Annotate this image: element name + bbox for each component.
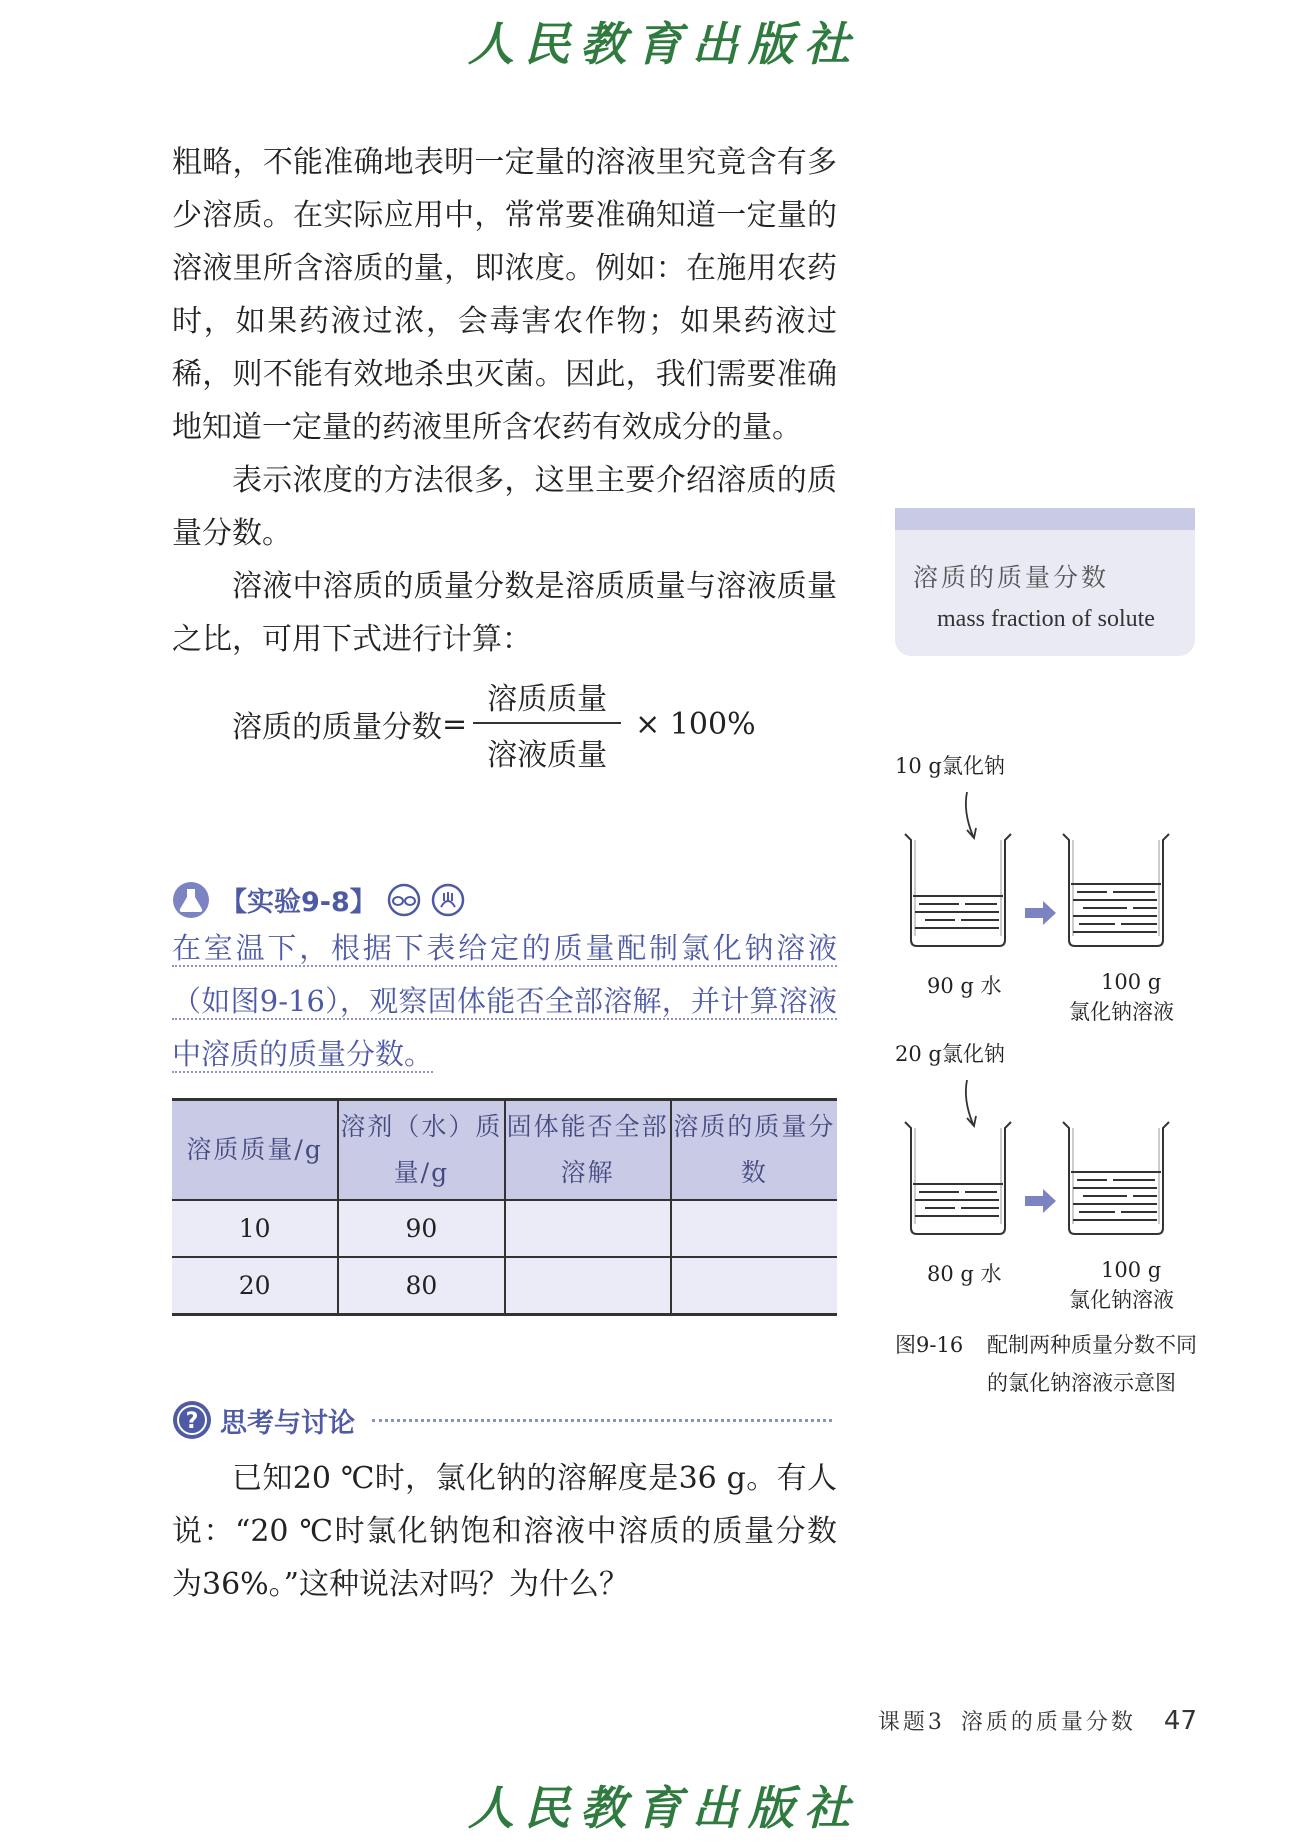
table-header-cell: 溶质质量/g: [172, 1100, 338, 1201]
discussion-title: 思考与讨论: [220, 1407, 355, 1439]
term-sidebox: [895, 508, 1195, 656]
term-chinese: 溶质的质量分数: [913, 563, 1110, 592]
table-cell: 90: [338, 1200, 504, 1257]
body-paragraph-1: 粗略，不能准确地表明一定量的溶液里究竟含有多少溶质。在实际应用中，常常要准确知道一定量的溶液里所含溶质的量，即浓度。例如：在施用农药时，如果药液过浓，会毒害农作物；如果药液过稀，则不能有效地杀虫灭菌。因此，我们需要准确地知道一定量的药液里所含农药有效成分的量。: [172, 145, 837, 445]
formula-denominator: 溶液质量: [487, 738, 608, 773]
discussion-text: 已知20 ℃时，氯化钠的溶解度是36 g。有人说：“20 ℃时氯化钠饱和溶液中溶质的质量分数为36%。”这种说法对吗？为什么？: [172, 1461, 837, 1602]
hand-wash-icon: [431, 883, 465, 917]
figure-caption-line1: 配制两种质量分数不同: [987, 1333, 1197, 1357]
svg-text:?: ?: [185, 1409, 199, 1434]
table-cell: [505, 1200, 671, 1257]
experiment-table: [172, 1098, 837, 1316]
right-arrow-icon: [1025, 901, 1056, 925]
table-cell: [505, 1257, 671, 1315]
figure-caption-number: 图9-16: [895, 1333, 964, 1357]
discussion-header: [172, 1400, 355, 1440]
result-mass-2: 100 g: [1101, 1258, 1162, 1282]
table-cell: 80: [338, 1257, 504, 1315]
table-cell: 20: [172, 1257, 338, 1315]
term-sidebox-bar: [895, 508, 1195, 530]
experiment-title: 【实验9-8】: [220, 887, 377, 918]
experiment-header: [172, 880, 465, 919]
table-cell: [671, 1200, 837, 1257]
result-label-1: 氯化钠溶液: [1069, 1000, 1174, 1024]
table-header-cell: 溶剂（水）质量/g: [338, 1100, 504, 1201]
body-paragraph-3: 溶液中溶质的质量分数是溶质质量与溶液质量之比，可用下式进行计算：: [172, 569, 837, 657]
result-mass-1: 100 g: [1101, 970, 1162, 994]
page-footer: [878, 1705, 1197, 1736]
term-english: mass fraction of solute: [937, 606, 1155, 632]
solute-arrow-icon: [966, 1080, 973, 1124]
mass-fraction-formula: [232, 674, 756, 774]
footer-title: 溶质的质量分数: [960, 1710, 1136, 1735]
table-header-cell: 溶质的质量分数: [671, 1100, 837, 1201]
result-label-2: 氯化钠溶液: [1069, 1288, 1174, 1312]
formula-fraction: [473, 674, 621, 774]
body-paragraph-2: 表示浓度的方法很多，这里主要介绍溶质的质量分数。: [172, 463, 837, 551]
solution-beaker-1: [1063, 834, 1169, 946]
flask-icon: [172, 881, 210, 919]
table-cell: 10: [172, 1200, 338, 1257]
solute-arrow-icon: [966, 792, 973, 836]
publisher-logo-footer: 人民教育出版社: [468, 1781, 860, 1835]
table-row: [172, 1200, 837, 1257]
solution-beaker-2: [1063, 1122, 1169, 1234]
solute-label-2: 20 g氯化钠: [895, 1042, 1005, 1066]
table-cell: [671, 1257, 837, 1315]
water-beaker-1: [905, 834, 1011, 946]
table-header-cell: 固体能否全部溶解: [505, 1100, 671, 1201]
experiment-instructions: 在室温下，根据下表给定的质量配制氯化钠溶液（如图9-16），观察固体能否全部溶解，并计算溶液中溶质的质量分数。: [172, 931, 837, 1071]
question-icon: [172, 1400, 212, 1440]
water-beaker-2: [905, 1122, 1011, 1234]
formula-equals: =: [442, 706, 468, 742]
goggles-icon: [387, 883, 421, 917]
solute-label-1: 10 g氯化钠: [895, 754, 1005, 778]
water-label-1: 90 g 水: [927, 974, 1002, 998]
formula-numerator: 溶质质量: [473, 674, 621, 724]
footer-lesson: 课题3: [877, 1710, 945, 1735]
water-label-2: 80 g 水: [927, 1262, 1002, 1286]
publisher-logo-header: 人民教育出版社: [468, 17, 860, 71]
formula-multiplier: × 100%: [635, 706, 756, 742]
table-row: [172, 1257, 837, 1315]
figure-caption-line2: 的氯化钠溶液示意图: [987, 1371, 1176, 1395]
table-header-row: [172, 1100, 837, 1201]
discussion-divider: [372, 1419, 832, 1422]
formula-lhs: 溶质的质量分数: [232, 710, 442, 745]
right-arrow-icon: [1025, 1189, 1056, 1213]
page-number: 47: [1163, 1706, 1197, 1736]
figure-9-16: [895, 740, 1215, 1410]
